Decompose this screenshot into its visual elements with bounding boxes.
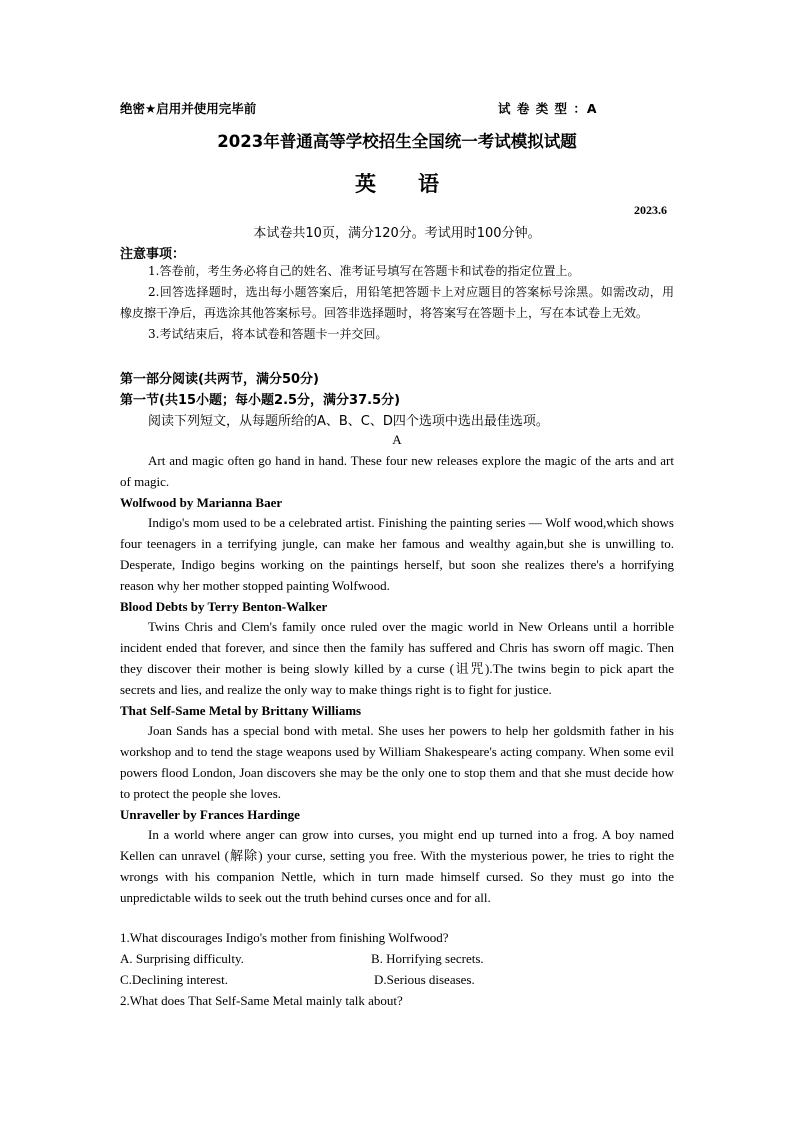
notice-item-1: 1.答卷前，考生务必将自己的姓名、准考证号填写在答题卡和试卷的指定位置上。 — [148, 264, 580, 278]
passage-body — [120, 451, 674, 909]
notice-item-2: 2.回答选择题时，选出每小题答案后，用铅笔把答题卡上对应题目的答案标号涂黑。如需改动，用橡皮擦干净后，再选涂其他答案标号。回答非选择题时，将答案写在答题卡上，写在本试卷上无效。 — [120, 285, 674, 320]
part1-title: 第一部分阅读(共两节，满分50分) — [120, 372, 319, 387]
question-1-option-c: C.Declining interest. — [120, 972, 228, 987]
book-title-self-same-metal: That Self-Same Metal by Brittany Williams — [120, 702, 362, 718]
book-text-blood-debts: Twins Chris and Clem's family once ruled over the magic world in New Orleans until a horrible incident ended that forever, and since then the family has suffered and Chris has sworn off magic. Then they discover their mother is being slowly killed by a curse (诅咒).The twins begin to pick apart the secrets and lies, and realize the only way to make things right is to fight for justice. — [120, 619, 674, 697]
notice-title: 注意事项： — [120, 247, 186, 262]
question-1-option-d: D.Serious diseases. — [374, 972, 475, 987]
passage-letter: A — [392, 432, 402, 447]
subject-title: 英 语 — [355, 171, 439, 196]
book-text-self-same-metal: Joan Sands has a special bond with metal. She uses her powers to help her goldsmith father in his workshop and to tend the stage weapons used by William Shakespeare's acting company. When some evil powers flood London, Joan discovers she may be the only one to stop them and that she must decide how to protect the people she loves. — [120, 723, 674, 801]
question-1-option-a: A. Surprising difficulty. — [120, 951, 244, 966]
reading-instruction: 阅读下列短文，从每题所给的A、B、C、D四个选项中选出最佳选项。 — [148, 414, 549, 429]
question-2-stem: 2.What does That Self-Same Metal mainly talk about? — [120, 993, 403, 1008]
book-title-wolfwood: Wolfwood by Marianna Baer — [120, 494, 283, 510]
question-1-option-b: B. Horrifying secrets. — [371, 951, 484, 966]
notice-list — [120, 261, 674, 345]
exam-intro: 本试卷共10页，满分120分。考试用时100分钟。 — [253, 226, 541, 241]
section1-title: 第一节(共15小题；每小题2.5分，满分37.5分) — [120, 393, 401, 408]
book-text-wolfwood: Indigo's mom used to be a celebrated artist. Finishing the painting series — Wolf wood,which shows four teenagers in a terrifying jungle, can make her famous and wealthy again,but she is unwilling to. Desperate, Indigo begins working on the paintings herself, but soon she realizes there's a horrifying reason why her mother stopped painting Wolfwood. — [120, 515, 674, 593]
exam-title: 2023年普通高等学校招生全国统一考试模拟试题 — [217, 132, 577, 151]
notice-item-3: 3.考试结束后，将本试卷和答题卡一并交回。 — [148, 327, 388, 341]
passage-intro: Art and magic often go hand in hand. These four new releases explore the magic of the arts and art of magic. — [120, 453, 674, 489]
book-title-unraveller: Unraveller by Frances Hardinge — [120, 806, 300, 822]
question-1-stem: 1.What discourages Indigo's mother from finishing Wolfwood? — [120, 930, 449, 945]
secret-label: 绝密★启用并使用完毕前 — [120, 101, 257, 116]
book-text-unraveller: In a world where anger can grow into curses, you might end up turned into a frog. A boy named Kellen can unravel (解除) your curse, setting you free. With the mysterious power, he tries to right the wrongs with his companion Nettle, which in turn made himself cursed. So they must go into the unpredictable wilds to seek out the truth behind curses once and for all. — [120, 827, 674, 905]
book-title-blood-debts: Blood Debts by Terry Benton-Walker — [120, 598, 328, 614]
paper-type-label: 试 卷 类 型 ：A — [498, 101, 598, 116]
exam-date: 2023.6 — [634, 203, 667, 217]
